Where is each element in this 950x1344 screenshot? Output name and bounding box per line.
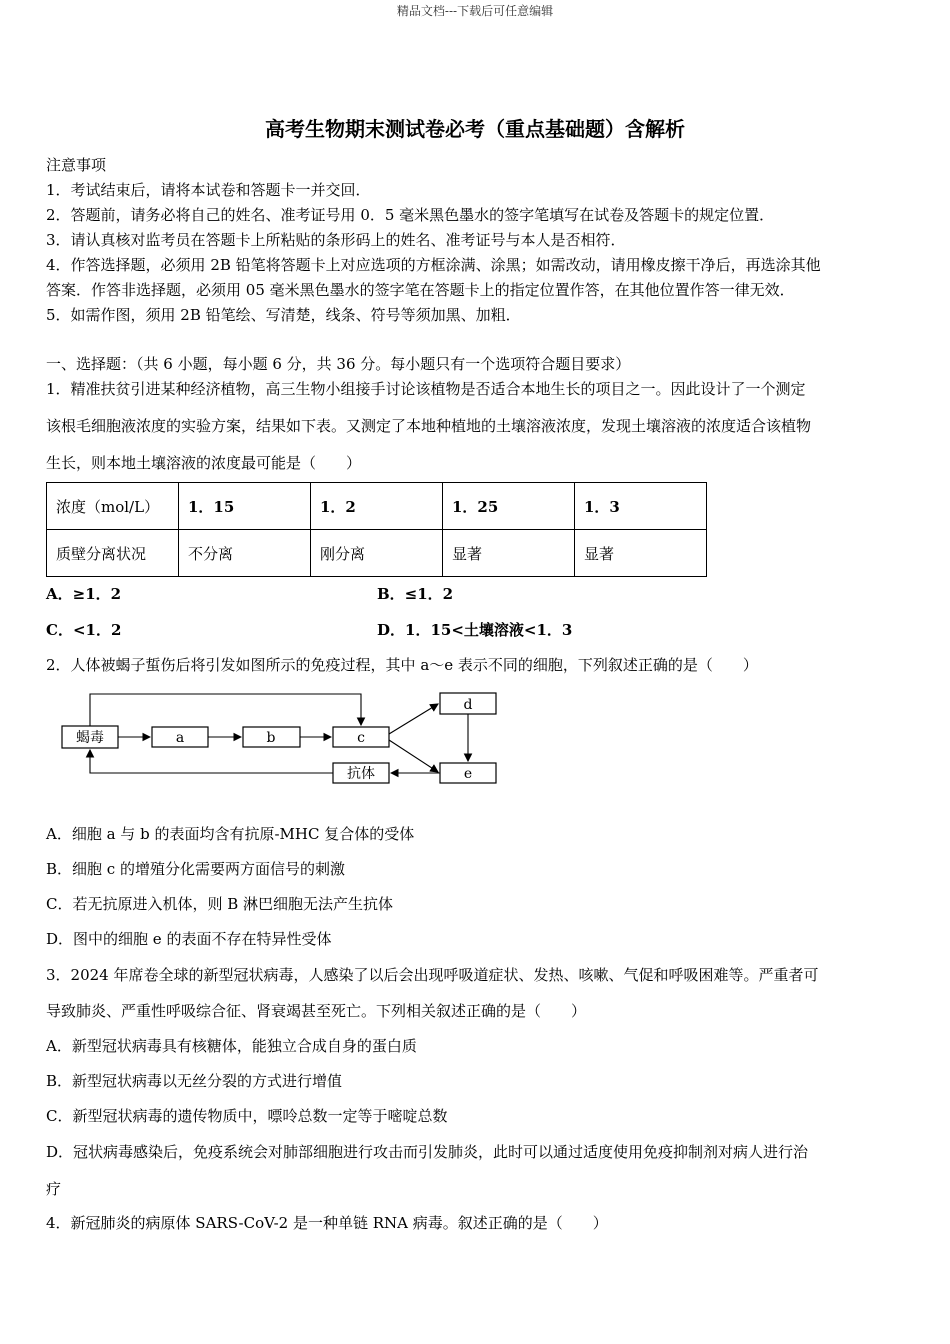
arrow-c-d <box>389 704 438 734</box>
q3-option-a: A．新型冠状病毒具有核糖体，能独立合成自身的蛋白质 <box>46 1037 417 1055</box>
table-cell: 1．25 <box>443 483 575 530</box>
q3-stem-line: 3．2024 年席卷全球的新型冠状病毒，人感染了以后会出现呼吸道症状、发热、咳嗽、气促和呼吸困难等。严重者可 <box>46 966 819 984</box>
arrow-c-e <box>389 740 438 772</box>
q2-option-a: A．细胞 a 与 b 的表面均含有抗原-MHC 复合体的受体 <box>46 825 415 843</box>
notice-item: 5．如需作图，须用 2B 铅笔绘、写清楚，线条、符号等须加黑、加粗． <box>46 306 521 324</box>
cell-c-label: c <box>357 730 365 746</box>
table-row <box>47 483 707 530</box>
table-cell: 1．2 <box>311 483 443 530</box>
table-cell: 显著 <box>443 530 575 577</box>
q3-option-d-cont: 疗 <box>46 1180 62 1198</box>
notice-item: 答案．作答非选择题，必须用 05 毫米黑色墨水的签字笔在答题卡上的指定位置作答，在其他位置作答一律无效． <box>46 281 795 299</box>
venom-label: 蝎毒 <box>76 730 104 746</box>
table-cell: 浓度（mol/L） <box>47 483 179 530</box>
table-cell: 刚分离 <box>311 530 443 577</box>
table-row <box>47 530 707 577</box>
q2-option-d: D．图中的细胞 e 的表面不存在特异性受体 <box>46 930 332 948</box>
arrow-venom-c <box>90 694 361 726</box>
q3-option-c: C．新型冠状病毒的遗传物质中，嘌呤总数一定等于嘧啶总数 <box>46 1107 448 1125</box>
q1-option-b: B．≤1．2 <box>377 585 454 603</box>
q1-option-c: C．<1．2 <box>46 621 122 639</box>
notice-item: 3．请认真核对监考员在答题卡上所粘贴的条形码上的姓名、准考证号与本人是否相符． <box>46 231 626 249</box>
q2-stem: 2．人体被蝎子蜇伤后将引发如图所示的免疫过程，其中 a～e 表示不同的细胞，下列叙述正确的是（ ） <box>46 656 758 674</box>
notice-heading: 注意事项 <box>46 156 107 174</box>
section-heading: 一、选择题：（共 6 小题，每小题 6 分，共 36 分。每小题只有一个选项符合题目要求） <box>46 355 631 373</box>
cell-d-label: d <box>463 697 473 713</box>
q3-stem-line: 导致肺炎、严重性呼吸综合征、肾衰竭甚至死亡。下列相关叙述正确的是（ ） <box>46 1002 587 1020</box>
table-cell: 1．15 <box>179 483 311 530</box>
arrow-antibody-venom <box>90 750 333 773</box>
cell-b-label: b <box>266 730 276 746</box>
notice-item: 4．作答选择题，必须用 2B 铅笔将答题卡上对应选项的方框涂满、涂黑；如需改动，请用橡皮擦干净后，再选涂其他 <box>46 256 821 274</box>
immune-process-diagram <box>60 688 510 790</box>
table-cell: 不分离 <box>179 530 311 577</box>
q4-stem: 4．新冠肺炎的病原体 SARS-CoV-2 是一种单链 RNA 病毒。叙述正确的是（ ） <box>46 1214 608 1232</box>
q2-option-b: B．细胞 c 的增殖分化需要两方面信号的刺激 <box>46 860 345 878</box>
table-cell: 质壁分离状况 <box>47 530 179 577</box>
q1-option-a: A．≥1．2 <box>46 585 122 603</box>
q3-option-b: B．新型冠状病毒以无丝分裂的方式进行增值 <box>46 1072 343 1090</box>
header-note: 精品文档---下载后可任意编辑 <box>396 4 554 18</box>
notice-item: 2．答题前，请务必将自己的姓名、准考证号用 0．5 毫米黑色墨水的签字笔填写在试卷及答题卡的规定位置． <box>46 206 775 224</box>
q3-option-d: D．冠状病毒感染后，免疫系统会对肺部细胞进行攻击而引发肺炎，此时可以通过适度使用免疫抑制剂对病人进行治 <box>46 1143 809 1161</box>
q1-stem-line: 1．精准扶贫引进某种经济植物，高三生物小组接手讨论该植物是否适合本地生长的项目之一。因此设计了一个测定 <box>46 380 806 398</box>
cell-e-label: e <box>463 766 473 782</box>
table-cell: 1．3 <box>575 483 707 530</box>
q1-stem-line: 生长，则本地土壤溶液的浓度最可能是（ ） <box>46 454 362 472</box>
q1-option-d: D．1．15<土壤溶液<1．3 <box>377 621 573 639</box>
concentration-table <box>46 482 707 577</box>
table-cell: 显著 <box>575 530 707 577</box>
notice-item: 1．考试结束后，请将本试卷和答题卡一并交回． <box>46 181 371 199</box>
page-title: 高考生物期末测试卷必考（重点基础题）含解析 <box>265 117 685 141</box>
q2-option-c: C．若无抗原进入机体，则 B 淋巴细胞无法产生抗体 <box>46 895 394 913</box>
q1-stem-line: 该根毛细胞液浓度的实验方案，结果如下表。又测定了本地种植地的土壤溶液浓度，发现土壤溶液的浓度适合该植物 <box>46 417 812 435</box>
antibody-label: 抗体 <box>347 766 375 782</box>
cell-a-label: a <box>175 730 185 746</box>
